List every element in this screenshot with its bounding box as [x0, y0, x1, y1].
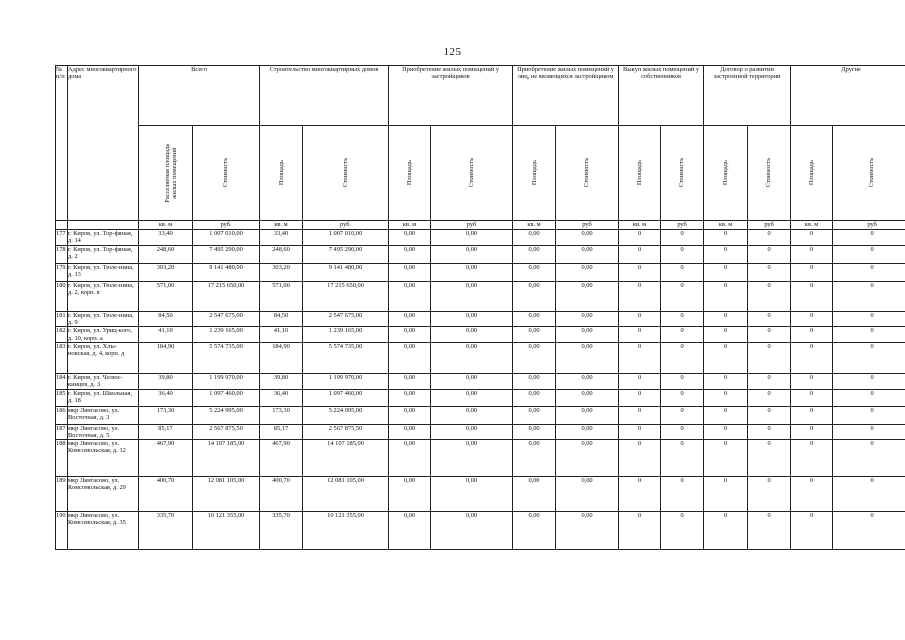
- value-cell: 335,70: [139, 512, 193, 550]
- value-cell: 0: [833, 477, 905, 512]
- value-cell: 0,00: [556, 477, 619, 512]
- value-cell: 184,90: [139, 342, 193, 373]
- value-cell: 0: [833, 327, 905, 342]
- value-cell: 0: [748, 406, 791, 424]
- unit-cell: руб.: [303, 221, 389, 230]
- col-header-address: Адрес многоквартирного дома: [68, 66, 139, 221]
- col-subheader: Площадь: [389, 126, 431, 221]
- value-cell: 0,00: [431, 312, 513, 327]
- value-cell: 0,00: [556, 327, 619, 342]
- value-cell: 0: [704, 246, 748, 264]
- value-cell: 0: [833, 264, 905, 282]
- table-row: [56, 327, 905, 342]
- value-cell: 39,80: [260, 373, 303, 389]
- value-cell: 17 215 650,00: [193, 282, 260, 312]
- value-cell: 0: [833, 373, 905, 389]
- row-address: г. Киров, ул. Хлы-новская, д. 4, корп. д: [68, 342, 139, 373]
- value-cell: 0: [619, 389, 661, 406]
- value-cell: 10 121 355,00: [193, 512, 260, 550]
- value-cell: 0: [833, 312, 905, 327]
- value-cell: 0: [748, 282, 791, 312]
- value-cell: 173,30: [260, 406, 303, 424]
- value-cell: 0: [704, 406, 748, 424]
- value-cell: 0,00: [389, 312, 431, 327]
- value-cell: 0: [833, 406, 905, 424]
- row-address: мкр Лянгасово, ул. Комсомольская, д. 29: [68, 477, 139, 512]
- value-cell: 1 007 010,00: [303, 230, 389, 246]
- value-cell: 0,00: [513, 282, 556, 312]
- value-cell: 0,00: [556, 389, 619, 406]
- value-cell: 0: [661, 246, 704, 264]
- value-cell: 0: [791, 246, 833, 264]
- value-cell: 5 224 995,00: [193, 406, 260, 424]
- value-cell: 41,10: [139, 327, 193, 342]
- value-cell: 0: [704, 440, 748, 477]
- row-address: г. Киров, ул. Тор-фяная, д. 2: [68, 246, 139, 264]
- value-cell: 0: [748, 230, 791, 246]
- value-cell: 0: [661, 342, 704, 373]
- value-cell: 0: [748, 342, 791, 373]
- value-cell: 0: [748, 246, 791, 264]
- row-address: г. Киров, ул. Уриц-кого, д. 10, корп. а: [68, 327, 139, 342]
- value-cell: 571,00: [139, 282, 193, 312]
- value-cell: 0,00: [513, 440, 556, 477]
- row-address: г. Киров, ул. Челюс-кинцев, д. 3: [68, 373, 139, 389]
- value-cell: 0: [748, 312, 791, 327]
- value-cell: 5 574 735,00: [193, 342, 260, 373]
- value-cell: 2 567 875,50: [193, 424, 260, 439]
- value-cell: 1 097 460,00: [303, 389, 389, 406]
- value-cell: 0: [661, 424, 704, 439]
- value-cell: 0,00: [556, 264, 619, 282]
- row-number: 189: [56, 477, 68, 512]
- value-cell: 5 574 735,00: [303, 342, 389, 373]
- col-subheader: Площадь: [513, 126, 556, 221]
- value-cell: 0: [791, 282, 833, 312]
- value-cell: 248,60: [139, 246, 193, 264]
- unit-cell: кв. м: [260, 221, 303, 230]
- row-address: мкр Лянгасово, ул. Комсомольская, д. 12: [68, 440, 139, 477]
- table-row: [56, 389, 905, 406]
- value-cell: 0,00: [513, 406, 556, 424]
- row-number: 178: [56, 246, 68, 264]
- col-subheader: Стоимость: [303, 126, 389, 221]
- value-cell: 17 215 650,00: [303, 282, 389, 312]
- value-cell: 0: [619, 230, 661, 246]
- value-cell: 7 495 290,00: [303, 246, 389, 264]
- value-cell: 0,00: [389, 477, 431, 512]
- row-number: 183: [56, 342, 68, 373]
- value-cell: 0: [833, 440, 905, 477]
- value-cell: 0: [661, 477, 704, 512]
- row-number: 185: [56, 389, 68, 406]
- row-number: 188: [56, 440, 68, 477]
- value-cell: 1 239 165,00: [193, 327, 260, 342]
- value-cell: 467,90: [139, 440, 193, 477]
- value-cell: 0: [619, 512, 661, 550]
- value-cell: 0,00: [513, 389, 556, 406]
- value-cell: 0,00: [389, 389, 431, 406]
- value-cell: 184,90: [260, 342, 303, 373]
- col-subheader: Площадь: [791, 126, 833, 221]
- value-cell: 0: [704, 342, 748, 373]
- value-cell: 0: [619, 312, 661, 327]
- value-cell: 0,00: [556, 230, 619, 246]
- value-cell: 173,30: [139, 406, 193, 424]
- table-row: [56, 246, 905, 264]
- value-cell: 0: [833, 389, 905, 406]
- value-cell: 0: [661, 327, 704, 342]
- page-number: 125: [443, 46, 462, 58]
- group-header-buyout: Выкуп жилых помещений у собственников: [619, 66, 704, 126]
- value-cell: 0,00: [556, 440, 619, 477]
- value-cell: 0,00: [513, 424, 556, 439]
- unit-cell: руб: [431, 221, 513, 230]
- value-cell: 0: [619, 424, 661, 439]
- value-cell: 0: [704, 264, 748, 282]
- unit-cell: кв. м: [513, 221, 556, 230]
- value-cell: 2 547 675,00: [193, 312, 260, 327]
- value-cell: 0: [791, 312, 833, 327]
- value-cell: 0,00: [556, 406, 619, 424]
- table-row: [56, 440, 905, 477]
- row-address: г. Киров, ул. Тюле-нина, д. 2, корп. в: [68, 282, 139, 312]
- value-cell: 33,40: [260, 230, 303, 246]
- value-cell: 0: [748, 440, 791, 477]
- row-address: мкр Лянгасово, ул. Комсомольская, д. 35: [68, 512, 139, 550]
- value-cell: 0,00: [389, 230, 431, 246]
- value-cell: 85,17: [260, 424, 303, 439]
- value-cell: 2 547 675,00: [303, 312, 389, 327]
- row-number: 177: [56, 230, 68, 246]
- value-cell: 0,00: [389, 440, 431, 477]
- value-cell: 335,70: [260, 512, 303, 550]
- value-cell: 33,40: [139, 230, 193, 246]
- value-cell: 0,00: [556, 282, 619, 312]
- table-row: [56, 512, 905, 550]
- row-address: мкр Лянгасово, ул. Восточная, д. 5: [68, 424, 139, 439]
- value-cell: 0,00: [431, 264, 513, 282]
- value-cell: 0,00: [556, 373, 619, 389]
- value-cell: 0: [661, 389, 704, 406]
- col-subheader: Стоимость: [431, 126, 513, 221]
- value-cell: 0: [833, 342, 905, 373]
- value-cell: 0: [748, 327, 791, 342]
- value-cell: 0,00: [389, 264, 431, 282]
- value-cell: 2 567 875,50: [303, 424, 389, 439]
- row-address: мкр Лянгасово, ул. Восточная, д. 3: [68, 406, 139, 424]
- group-header-other: Другие: [791, 66, 905, 126]
- value-cell: 0,00: [513, 373, 556, 389]
- value-cell: 0: [748, 264, 791, 282]
- group-header-from-developers: Приобретение жилых помещений у застройщиков: [389, 66, 513, 126]
- value-cell: 0: [704, 389, 748, 406]
- col-subheader: Площадь: [260, 126, 303, 221]
- table-row: [56, 477, 905, 512]
- value-cell: 0,00: [389, 246, 431, 264]
- value-cell: 0: [791, 406, 833, 424]
- value-cell: 85,17: [139, 424, 193, 439]
- value-cell: 0,00: [513, 230, 556, 246]
- value-cell: 0,00: [431, 373, 513, 389]
- value-cell: 0: [661, 312, 704, 327]
- table-row: [56, 373, 905, 389]
- value-cell: 0,00: [431, 246, 513, 264]
- table-row: [56, 282, 905, 312]
- value-cell: 0,00: [431, 327, 513, 342]
- value-cell: 0: [661, 373, 704, 389]
- value-cell: 571,00: [260, 282, 303, 312]
- value-cell: 0,00: [513, 264, 556, 282]
- value-cell: 0: [748, 373, 791, 389]
- value-cell: 39,80: [139, 373, 193, 389]
- value-cell: 0: [791, 477, 833, 512]
- value-cell: 0: [833, 246, 905, 264]
- value-cell: 84,50: [139, 312, 193, 327]
- value-cell: 0: [704, 327, 748, 342]
- value-cell: 0: [661, 512, 704, 550]
- unit-cell: руб: [661, 221, 704, 230]
- value-cell: 1 199 970,00: [303, 373, 389, 389]
- unit-cell: руб: [748, 221, 791, 230]
- row-number: 187: [56, 424, 68, 439]
- unit-cell: кв. м: [139, 221, 193, 230]
- value-cell: 0: [748, 424, 791, 439]
- value-cell: 0,00: [389, 373, 431, 389]
- value-cell: 0: [619, 373, 661, 389]
- value-cell: 0: [661, 282, 704, 312]
- value-cell: 10 121 355,00: [303, 512, 389, 550]
- value-cell: 0: [619, 327, 661, 342]
- row-address: г. Киров, ул. Тюле-нина, д. 9: [68, 312, 139, 327]
- unit-cell: кв. м: [389, 221, 431, 230]
- row-number: 179: [56, 264, 68, 282]
- group-header-construction: Строительство многоквартирных домов: [260, 66, 389, 126]
- value-cell: 0,00: [431, 477, 513, 512]
- table-row: [56, 424, 905, 439]
- value-cell: 303,20: [139, 264, 193, 282]
- value-cell: 0,00: [431, 424, 513, 439]
- value-cell: 9 141 480,00: [193, 264, 260, 282]
- col-subheader: Расселяемая площадь жилых помещений: [139, 126, 193, 221]
- value-cell: 0: [619, 264, 661, 282]
- value-cell: 0: [661, 440, 704, 477]
- value-cell: 467,90: [260, 440, 303, 477]
- value-cell: 248,60: [260, 246, 303, 264]
- value-cell: 1 097 460,00: [193, 389, 260, 406]
- value-cell: 400,70: [139, 477, 193, 512]
- value-cell: 41,10: [260, 327, 303, 342]
- value-cell: 400,70: [260, 477, 303, 512]
- unit-cell: руб.: [193, 221, 260, 230]
- col-subheader: Стоимость: [661, 126, 704, 221]
- col-subheader: Стоимость: [748, 126, 791, 221]
- unit-cell: кв. м: [791, 221, 833, 230]
- value-cell: 0,00: [389, 424, 431, 439]
- value-cell: 0,00: [431, 440, 513, 477]
- value-cell: 0,00: [389, 406, 431, 424]
- value-cell: 0: [791, 264, 833, 282]
- row-number: 182: [56, 327, 68, 342]
- col-subheader: Стоимость: [833, 126, 905, 221]
- value-cell: 0: [619, 440, 661, 477]
- table-row: [56, 342, 905, 373]
- value-cell: 0,00: [389, 512, 431, 550]
- col-subheader: Стоимость: [193, 126, 260, 221]
- value-cell: 0: [791, 389, 833, 406]
- row-number: 186: [56, 406, 68, 424]
- row-number: 190: [56, 512, 68, 550]
- value-cell: 0,00: [556, 312, 619, 327]
- value-cell: 0,00: [431, 230, 513, 246]
- value-cell: 0: [661, 264, 704, 282]
- value-cell: 0: [748, 477, 791, 512]
- value-cell: 0: [704, 312, 748, 327]
- value-cell: 0,00: [431, 512, 513, 550]
- value-cell: 0,00: [513, 312, 556, 327]
- value-cell: 0: [619, 342, 661, 373]
- value-cell: 0,00: [431, 406, 513, 424]
- value-cell: 0: [833, 424, 905, 439]
- value-cell: 0: [833, 512, 905, 550]
- value-cell: 0,00: [556, 246, 619, 264]
- group-header-development-agreement: Договор о развитии застроенной территории: [704, 66, 791, 126]
- value-cell: 0: [704, 512, 748, 550]
- value-cell: 36,40: [139, 389, 193, 406]
- value-cell: 0: [791, 327, 833, 342]
- value-cell: 7 495 290,00: [193, 246, 260, 264]
- row-address: г. Киров, ул. Тюле-нина, д. 13: [68, 264, 139, 282]
- value-cell: 14 107 185,00: [193, 440, 260, 477]
- value-cell: 0,00: [513, 246, 556, 264]
- value-cell: 0: [791, 424, 833, 439]
- value-cell: 0: [791, 512, 833, 550]
- col-subheader: Площадь: [704, 126, 748, 221]
- value-cell: 0: [661, 230, 704, 246]
- value-cell: 0: [748, 512, 791, 550]
- unit-cell: кв. м: [619, 221, 661, 230]
- value-cell: 5 224 995,00: [303, 406, 389, 424]
- value-cell: 0,00: [431, 282, 513, 312]
- value-cell: 0,00: [389, 342, 431, 373]
- value-cell: 0: [619, 477, 661, 512]
- value-cell: 0: [833, 282, 905, 312]
- value-cell: 0: [704, 373, 748, 389]
- value-cell: 0: [619, 406, 661, 424]
- value-cell: 84,50: [260, 312, 303, 327]
- value-cell: 1 199 970,00: [193, 373, 260, 389]
- table-row: [56, 230, 905, 246]
- value-cell: 0: [833, 230, 905, 246]
- value-cell: 0,00: [431, 342, 513, 373]
- value-cell: 0: [619, 282, 661, 312]
- value-cell: 12 081 105,00: [193, 477, 260, 512]
- value-cell: 0: [619, 246, 661, 264]
- value-cell: 0,00: [556, 512, 619, 550]
- row-address: г. Киров, ул. Тор-фяная, д. 14: [68, 230, 139, 246]
- value-cell: 1 239 165,00: [303, 327, 389, 342]
- row-address: г. Киров, ул. Школьная, д. 18: [68, 389, 139, 406]
- units-row: [56, 221, 905, 230]
- housing-table: [55, 65, 905, 550]
- value-cell: 0: [748, 389, 791, 406]
- col-header-no: № п/п: [56, 66, 68, 221]
- value-cell: 9 141 480,00: [303, 264, 389, 282]
- group-header-total: Всего: [139, 66, 260, 126]
- group-header-from-non-developers: Приобретение жилых помещений у лиц, не являющихся застройщиком: [513, 66, 619, 126]
- value-cell: 14 107 185,00: [303, 440, 389, 477]
- row-number: 184: [56, 373, 68, 389]
- table-row: [56, 406, 905, 424]
- value-cell: 1 007 010,00: [193, 230, 260, 246]
- col-subheader: Стоимость: [556, 126, 619, 221]
- value-cell: 0,00: [513, 342, 556, 373]
- row-number: 180: [56, 282, 68, 312]
- value-cell: 0: [704, 230, 748, 246]
- value-cell: 0: [661, 406, 704, 424]
- row-number: 181: [56, 312, 68, 327]
- value-cell: 0,00: [556, 424, 619, 439]
- value-cell: 303,20: [260, 264, 303, 282]
- value-cell: 0: [791, 440, 833, 477]
- unit-cell: кв. м: [704, 221, 748, 230]
- unit-cell: руб: [833, 221, 905, 230]
- value-cell: 36,40: [260, 389, 303, 406]
- value-cell: 0: [791, 373, 833, 389]
- value-cell: 0,00: [431, 389, 513, 406]
- value-cell: 0: [791, 342, 833, 373]
- table-row: [56, 312, 905, 327]
- value-cell: 0,00: [513, 477, 556, 512]
- value-cell: 0,00: [513, 327, 556, 342]
- value-cell: 0,00: [389, 282, 431, 312]
- col-subheader: Площадь: [619, 126, 661, 221]
- value-cell: 0: [704, 424, 748, 439]
- value-cell: 0: [704, 477, 748, 512]
- unit-cell: руб: [556, 221, 619, 230]
- value-cell: 12 081 105,00: [303, 477, 389, 512]
- table-row: [56, 264, 905, 282]
- value-cell: 0,00: [556, 342, 619, 373]
- value-cell: 0: [704, 282, 748, 312]
- value-cell: 0: [791, 230, 833, 246]
- value-cell: 0,00: [389, 327, 431, 342]
- value-cell: 0,00: [513, 512, 556, 550]
